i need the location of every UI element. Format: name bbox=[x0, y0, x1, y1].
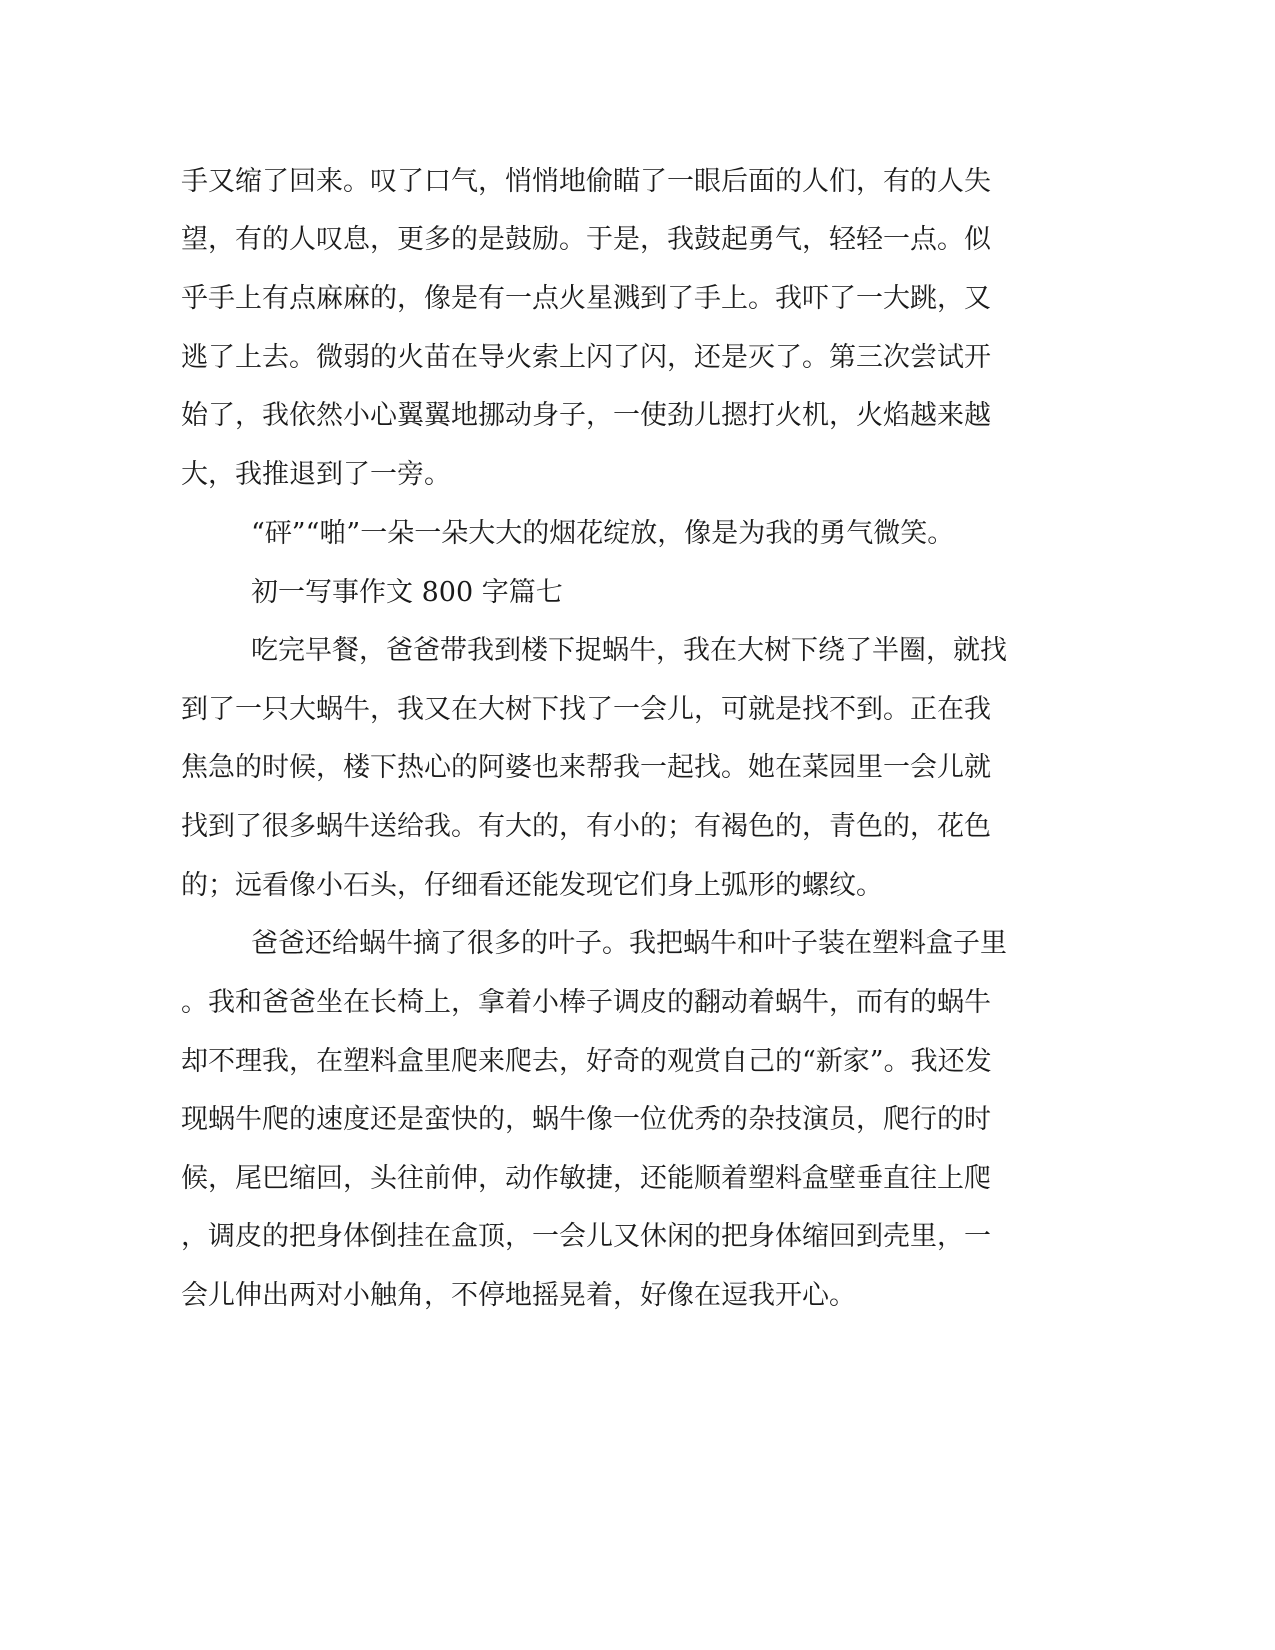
text-line: 焦急的时候，楼下热心的阿婆也来帮我一起找。她在菜园里一会儿就 bbox=[181, 752, 991, 783]
text-line: 现蜗牛爬的速度还是蛮快的，蜗牛像一位优秀的杂技演员，爬行的时 bbox=[181, 1104, 991, 1135]
text-line: 望，有的人叹息，更多的是鼓励。于是，我鼓起勇气，轻轻一点。似 bbox=[181, 224, 991, 255]
text-line: 爸爸还给蜗牛摘了很多的叶子。我把蜗牛和叶子装在塑料盒子里 bbox=[251, 928, 1007, 959]
text-line: 却不理我，在塑料盒里爬来爬去，好奇的观赏自己的“新家”。我还发 bbox=[181, 1046, 992, 1077]
text-line: 逃了上去。微弱的火苗在导火索上闪了闪，还是灭了。第三次尝试开 bbox=[181, 342, 991, 373]
text-line: ，调皮的把身体倒挂在盒顶，一会儿又休闲的把身体缩回到壳里，一 bbox=[181, 1221, 991, 1252]
text-line: “砰”“啪”一朵一朵大大的烟花绽放，像是为我的勇气微笑。 bbox=[251, 518, 955, 549]
text-line: 乎手上有点麻麻的，像是有一点火星溅到了手上。我吓了一大跳，又 bbox=[181, 283, 991, 314]
text-line: 吃完早餐，爸爸带我到楼下捉蜗牛，我在大树下绕了半圈，就找 bbox=[251, 635, 1007, 666]
text-line: 手又缩了回来。叹了口气，悄悄地偷瞄了一眼后面的人们，有的人失 bbox=[181, 166, 991, 197]
text-line: 候，尾巴缩回，头往前伸，动作敏捷，还能顺着塑料盒壁垂直往上爬 bbox=[181, 1163, 991, 1194]
text-line: 大，我推退到了一旁。 bbox=[181, 459, 451, 490]
text-line: 找到了很多蜗牛送给我。有大的，有小的；有褐色的，青色的，花色 bbox=[181, 811, 991, 842]
section-heading: 初一写事作文 800 字篇七 bbox=[251, 577, 563, 608]
text-line: 始了，我依然小心翼翼地挪动身子，一使劲儿摁打火机，火焰越来越 bbox=[181, 400, 991, 431]
text-line: 。我和爸爸坐在长椅上，拿着小棒子调皮的翻动着蜗牛，而有的蜗牛 bbox=[181, 987, 991, 1018]
text-line: 会儿伸出两对小触角，不停地摇晃着，好像在逗我开心。 bbox=[181, 1280, 856, 1311]
text-line: 到了一只大蜗牛，我又在大树下找了一会儿，可就是找不到。正在我 bbox=[181, 694, 991, 725]
text-line: 的；远看像小石头，仔细看还能发现它们身上弧形的螺纹。 bbox=[181, 870, 883, 901]
